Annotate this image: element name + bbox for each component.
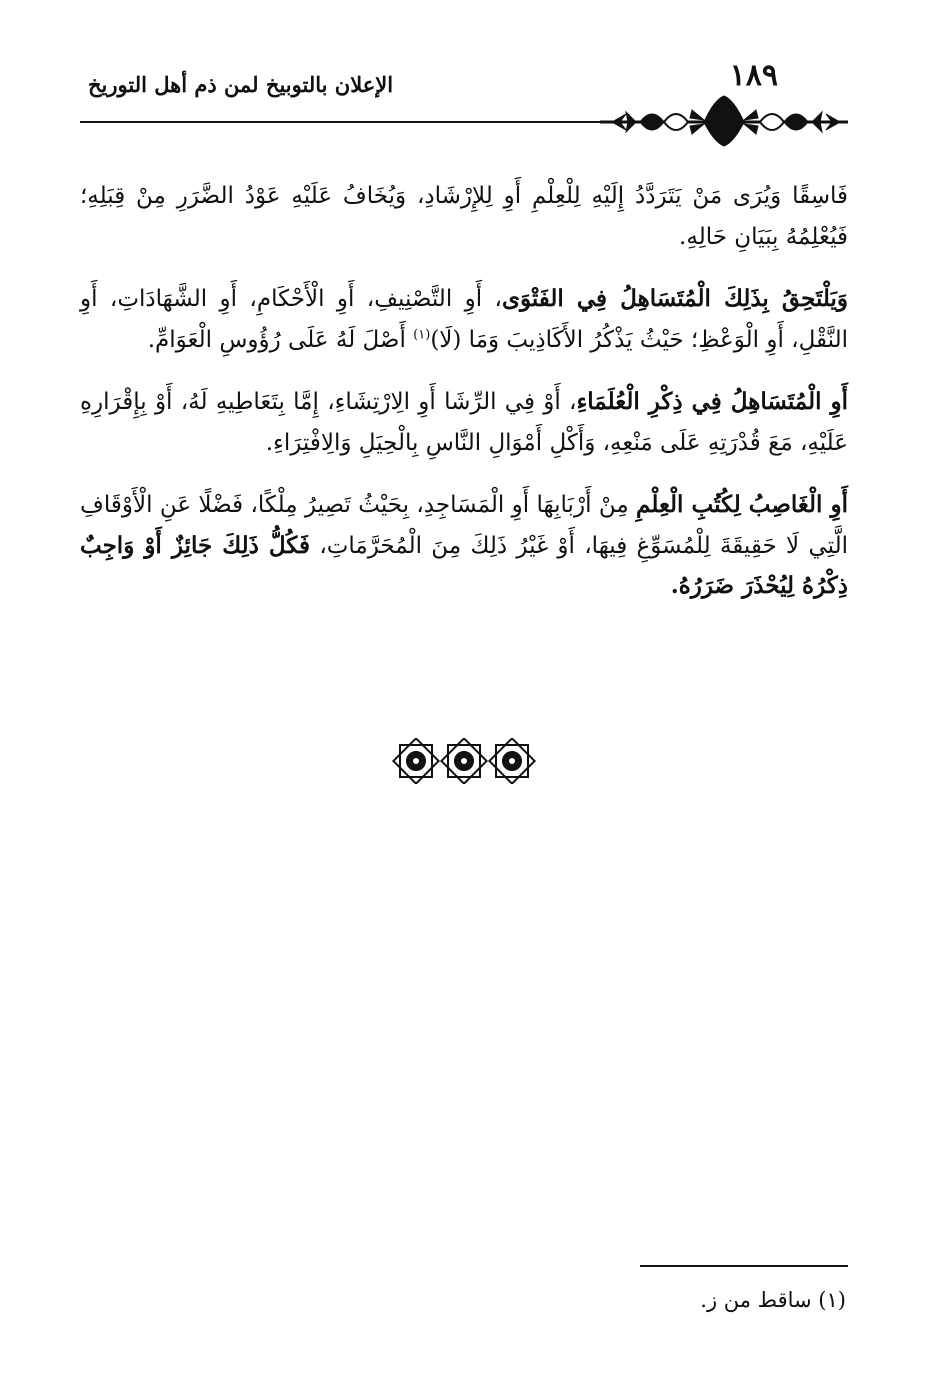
paragraph-2-text-a: ، أَوِ التَّصْنِيفِ، أَوِ الْأَحْكَامِ، أَوِ الشَّهَادَاتِ، أَوِ النَّقْلِ، أَوِ الْوَعْظِ؛ حَيْثُ يَذْكُرُ الأَكَاذِيبَ وَمَا (لَا): [80, 286, 848, 353]
paragraph-3: [80, 382, 848, 463]
paragraph-4: [80, 485, 848, 607]
paragraph-3-bold: أَوِ الْمُتَسَاهِلُ فِي ذِكْرِ الْعُلَمَاءِ: [576, 388, 848, 415]
footnote-rule: [640, 1265, 848, 1267]
paragraph-4-text: مِنْ أَرْبَابِهَا أَوِ الْمَسَاجِدِ، بِحَيْثُ تَصِيرُ مِلْكًا، فَضْلًا عَنِ الْأَوْقَافِ الَّتِي لَا حَقِيقَةَ لِلْمُسَوِّغِ فِيهَا، أَوْ غَيْرُ ذَلِكَ مِنَ الْمُحَرَّمَاتِ،: [80, 492, 848, 559]
running-title: الإعلان بالتوبيخ لمن ذم أهل التوريخ: [88, 72, 394, 97]
footnote: (١) ساقط من ز.: [700, 1288, 846, 1312]
footnote-reference[interactable]: (١): [413, 326, 431, 342]
page-number: ١٨٩: [729, 58, 778, 93]
paragraph-4-bold: أَوِ الْغَاصِبُ لِكُتُبِ الْعِلْمِ: [636, 491, 848, 518]
paragraph-1-text: فَاسِقًا وَيُرَى مَنْ يَتَرَدَّدُ إِلَيْهِ لِلْعِلْمِ أَوِ لِلإِرْشَادِ، وَيُخَافُ عَلَيْهِ عَوْدُ الضَّرَرِ مِنْ قِبَلِهِ؛ فَيُعْلِمُهُ بِبَيَانِ حَالِهِ.: [80, 183, 848, 250]
three-rosettes-icon: [392, 738, 536, 784]
paragraph-1: [80, 176, 848, 257]
paragraph-2: [80, 279, 848, 360]
main-text: [80, 176, 848, 629]
paragraph-2-bold: وَيَلْتَحِقُ بِذَلِكَ الْمُتَسَاهِلُ فِي الفَتْوَى: [501, 285, 849, 312]
paragraph-3-text: ، أَوْ فِي الرِّشَا أَوِ الِارْتِشَاءِ، إِمَّا بِتَعَاطِيهِ لَهُ، أَوْ بِإِقْرَارِهِ عَلَيْهِ، مَعَ قُدْرَتِهِ عَلَى مَنْعِهِ، وَأَكْلِ أَمْوَالِ النَّاسِ بِالْحِيَلِ وَالِافْتِرَاءِ.: [80, 389, 848, 456]
floral-ornament-icon: [600, 92, 848, 148]
paragraph-4-bold-end: فَكُلُّ ذَلِكَ جَائِزٌ أَوْ وَاجِبٌ ذِكْرُهُ لِيُحْذَرَ ضَرَرُهُ.: [80, 531, 848, 599]
paragraph-2-text-b: أَصْلَ لَهُ عَلَى رُؤُوسِ الْعَوَامِّ.: [147, 326, 414, 353]
header-rule: [80, 121, 600, 123]
